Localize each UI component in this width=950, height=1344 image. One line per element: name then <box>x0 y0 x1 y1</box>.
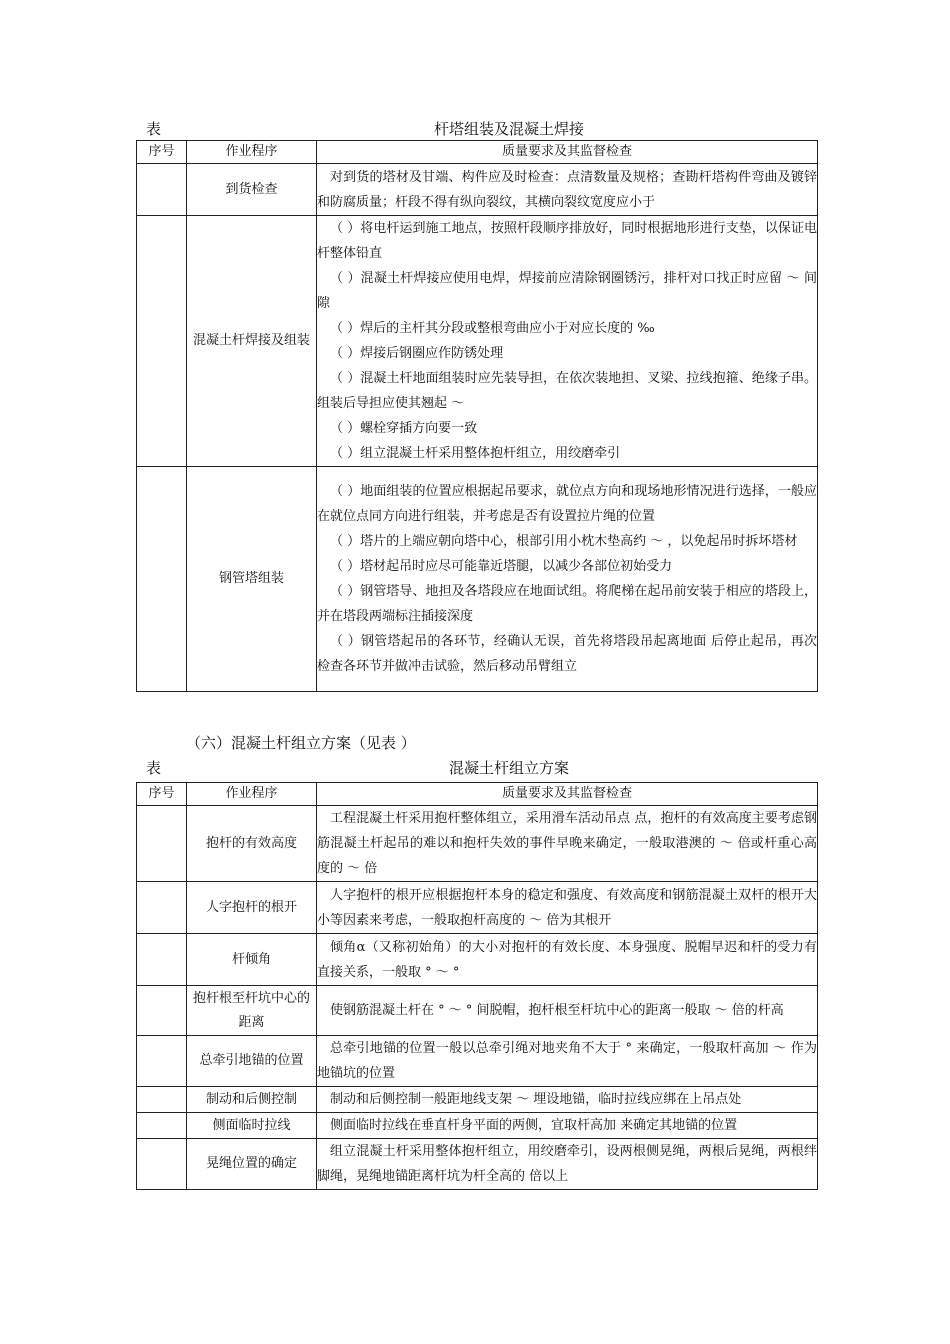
req-item: （ ）钢管塔起吊的各环节，经确认无误，首先将塔段吊起离地面 后停止起吊，再次检查各环节并做冲击试验，然后移动吊臂组立 <box>317 634 817 674</box>
row-no <box>137 1139 187 1190</box>
table-row <box>137 1087 818 1113</box>
req-item: （ ）焊接后钢圈应作防锈处理 <box>330 346 504 361</box>
table-row <box>137 806 818 882</box>
table2-caption <box>146 759 876 777</box>
row-no <box>137 467 187 692</box>
header-req: 质量要求及其监督检查 <box>317 783 818 806</box>
row-step: 抱杆的有效高度 <box>187 806 317 882</box>
header-req: 质量要求及其监督检查 <box>317 141 818 164</box>
header-no: 序号 <box>137 141 187 164</box>
row-step: 总牵引地锚的位置 <box>187 1036 317 1087</box>
table-row <box>137 1113 818 1139</box>
row-step: 抱杆根至杆坑中心的距离 <box>187 986 317 1036</box>
table2 <box>136 782 818 1190</box>
table2-title: 混凝土杆组立方案 <box>448 759 569 777</box>
table-row <box>137 934 818 986</box>
table1-label: 表 <box>146 120 162 138</box>
req-item: （ ）钢管塔导、地担及各塔段应在地面试组。将爬梯在起吊前安装于相应的塔段上，并在塔段两端标注插接深度 <box>317 584 817 624</box>
table1-header-row <box>137 141 818 164</box>
row-step: 制动和后侧控制 <box>187 1087 317 1113</box>
row-step: 人字抱杆的根开 <box>187 882 317 934</box>
row-step: 钢管塔组装 <box>187 467 317 692</box>
header-no: 序号 <box>137 783 187 806</box>
section-heading: （六）混凝土杆组立方案（见表 ） <box>186 734 416 752</box>
req-item: （ ）将电杆运到施工地点，按照杆段顺序排放好，同时根据地形进行支垫，以保证电杆整体铅直 <box>317 221 817 261</box>
table-row <box>137 216 818 467</box>
req-item: （ ）螺栓穿插方向要一致 <box>330 421 478 436</box>
table1-title: 杆塔组装及混凝土焊接 <box>433 120 584 138</box>
table2-header-row <box>137 783 818 806</box>
row-req: 侧面临时拉线在垂直杆身平面的两侧，宜取杆高加 来确定其地锚的位置 <box>317 1113 818 1139</box>
row-no <box>137 934 187 986</box>
table-row <box>137 467 818 692</box>
table-row <box>137 1036 818 1087</box>
req-item: （ ）混凝土杆地面组装时应先装导担，在依次装地担、叉梁、拉线抱箍、绝缘子串。组装后导担应使其翘起 ～ <box>317 371 817 411</box>
row-step: 到货检查 <box>187 164 317 216</box>
row-step: 混凝土杆焊接及组装 <box>187 216 317 467</box>
row-no <box>137 806 187 882</box>
row-step: 晃绳位置的确定 <box>187 1139 317 1190</box>
table-row <box>137 882 818 934</box>
row-req <box>317 467 818 692</box>
row-step: 杆倾角 <box>187 934 317 986</box>
row-req: 总牵引地锚的位置一般以总牵引绳对地夹角不大于 ° 来确定，一般取杆高加 ～ 作为地锚坑的位置 <box>317 1036 818 1087</box>
row-req <box>317 216 818 467</box>
req-item: （ ）塔材起吊时应尽可能靠近塔腿，以减少各部位初始受力 <box>330 559 673 574</box>
row-no <box>137 1036 187 1087</box>
row-no <box>137 164 187 216</box>
row-req: 制动和后侧控制一般距地线支架 ～ 埋设地锚，临时拉线应绑在上吊点处 <box>317 1087 818 1113</box>
req-item: （ ）地面组装的位置应根据起吊要求，就位点方向和现场地形情况进行选择，一般应在就位点同方向进行组装，并考虑是否有设置拉片绳的位置 <box>317 484 817 524</box>
row-req: 工程混凝土杆采用抱杆整体组立，采用滑车活动吊点 点，抱杆的有效高度主要考虑钢筋混凝土杆起吊的难以和抱杆失效的事件早晚来确定，一般取港澳的 ～ 倍或杆重心高度的 ～ 倍 <box>317 806 818 882</box>
header-step: 作业程序 <box>187 783 317 806</box>
row-req: 倾角α（又称初始角）的大小对抱杆的有效长度、本身强度、脱帽早迟和杆的受力有直接关系，一般取 ° ～ ° <box>317 934 818 986</box>
row-req: 组立混凝土杆采用整体抱杆组立，用绞磨牵引，设两根侧晃绳，两根后晃绳，两根绊脚绳，晃绳地锚距离杆坑为杆全高的 倍以上 <box>317 1139 818 1190</box>
row-no <box>137 986 187 1036</box>
row-no <box>137 882 187 934</box>
table-row <box>137 164 818 216</box>
req-item: （ ）焊后的主杆其分段或整根弯曲应小于对应长度的 ‰ <box>330 321 655 336</box>
table1 <box>136 140 818 692</box>
req-item: （ ）混凝土杆焊接应使用电焊，焊接前应清除钢圈锈污，排杆对口找正时应留 ～ 间隙 <box>317 271 817 311</box>
row-req: 人字抱杆的根开应根据抱杆本身的稳定和强度、有效高度和钢筋混凝土双杆的根开大小等因素来考虑，一般取抱杆高度的 ～ 倍为其根开 <box>317 882 818 934</box>
row-no <box>137 1113 187 1139</box>
row-req <box>317 164 818 216</box>
row-no <box>137 216 187 467</box>
req-item: 对到货的塔材及甘端、构件应及时检查：点清数量及规格；查勘杆塔构件弯曲及镀锌和防腐质量；杆段不得有纵向裂纹，其横向裂纹宽度应小于 <box>317 169 817 210</box>
table-row <box>137 986 818 1036</box>
row-req: 使钢筋混凝土杆在 ° ～ ° 间脱帽，抱杆根至杆坑中心的距离一般取 ～ 倍的杆高 <box>317 986 818 1036</box>
row-step: 侧面临时拉线 <box>187 1113 317 1139</box>
table2-label: 表 <box>146 759 162 777</box>
req-item: （ ）塔片的上端应朝向塔中心，根部引用小枕木垫高约 ～ ，以免起吊时拆坏塔材 <box>330 534 798 549</box>
row-no <box>137 1087 187 1113</box>
table1-caption <box>146 120 876 138</box>
table-row <box>137 1139 818 1190</box>
req-item: （ ）组立混凝土杆采用整体抱杆组立，用绞磨牵引 <box>330 446 621 461</box>
header-step: 作业程序 <box>187 141 317 164</box>
